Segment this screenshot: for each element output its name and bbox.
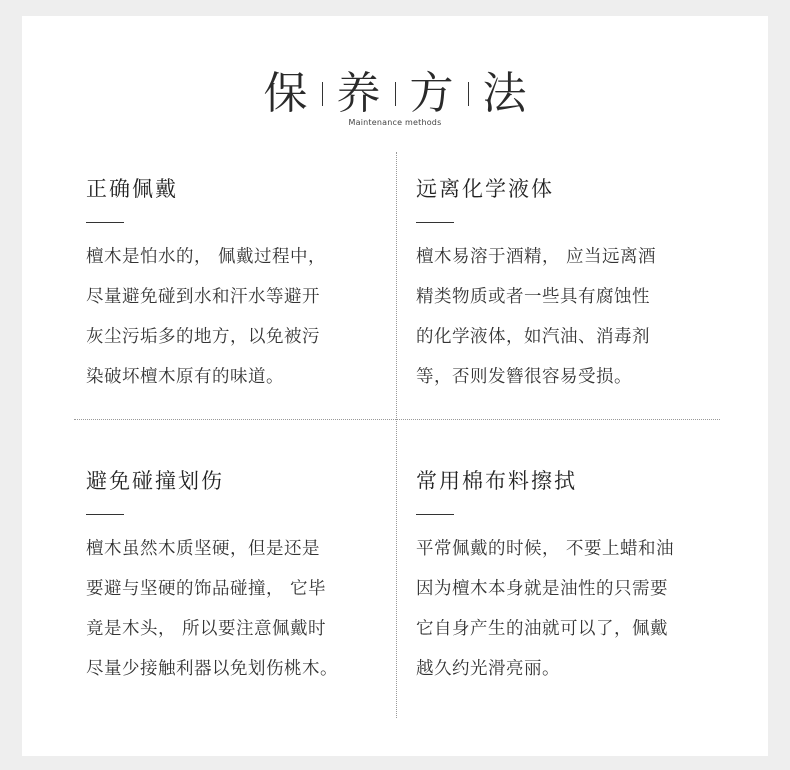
heading-underline (86, 514, 124, 515)
section-text-line: 要避与坚硬的饰品碰撞， 它毕 (86, 579, 327, 599)
section-text-line: 檀木虽然木质坚硬，但是还是 (86, 539, 320, 559)
horizontal-divider (74, 419, 720, 420)
title-char: 养 (336, 68, 381, 119)
heading-underline (86, 222, 124, 223)
section-text-line: 尽量少接触利器以免划伤桃木。 (86, 659, 338, 679)
section-cotton-cloth (416, 466, 716, 689)
title-separator (468, 82, 469, 106)
vertical-divider (396, 152, 397, 718)
section-text-line: 的化学液体，如汽油、消毒剂 (416, 327, 650, 347)
section-text-line: 因为檀木本身就是油性的只需要 (416, 579, 668, 599)
section-avoid-chemicals (416, 174, 716, 397)
section-text-line: 檀木是怕水的， 佩戴过程中， (86, 247, 327, 267)
title-separator (322, 82, 323, 106)
title-char: 法 (482, 68, 527, 119)
content-panel (22, 16, 768, 756)
page-subtitle: Maintenance methods (348, 118, 442, 127)
section-text-line: 尽量避免碰到水和汗水等避开 (86, 287, 320, 307)
section-text-line: 越久约光滑亮丽。 (416, 659, 560, 679)
section-heading: 正确佩戴 (86, 177, 178, 201)
section-text-line: 它自身产生的油就可以了，佩戴 (416, 619, 668, 639)
section-avoid-scratches (86, 466, 386, 689)
section-heading: 常用棉布料擦拭 (416, 469, 577, 493)
title-char: 方 (409, 68, 454, 119)
section-wear-correctly (86, 174, 386, 397)
section-heading: 远离化学液体 (416, 177, 554, 201)
section-text-line: 檀木易溶于酒精， 应当远离酒 (416, 247, 657, 267)
title-char: 保 (263, 68, 308, 119)
section-text-line: 精类物质或者一些具有腐蚀性 (416, 287, 650, 307)
section-text-line: 灰尘污垢多的地方，以免被污 (86, 327, 320, 347)
page-title (22, 64, 768, 124)
title-separator (395, 82, 396, 106)
section-heading: 避免碰撞划伤 (86, 469, 224, 493)
section-text-line: 等，否则发簪很容易受损。 (416, 367, 632, 387)
heading-underline (416, 514, 454, 515)
heading-underline (416, 222, 454, 223)
section-text-line: 平常佩戴的时候， 不要上蜡和油 (416, 539, 675, 559)
section-text-line: 竟是木头， 所以要注意佩戴时 (86, 619, 327, 639)
section-text-line: 染破坏檀木原有的味道。 (86, 367, 284, 387)
